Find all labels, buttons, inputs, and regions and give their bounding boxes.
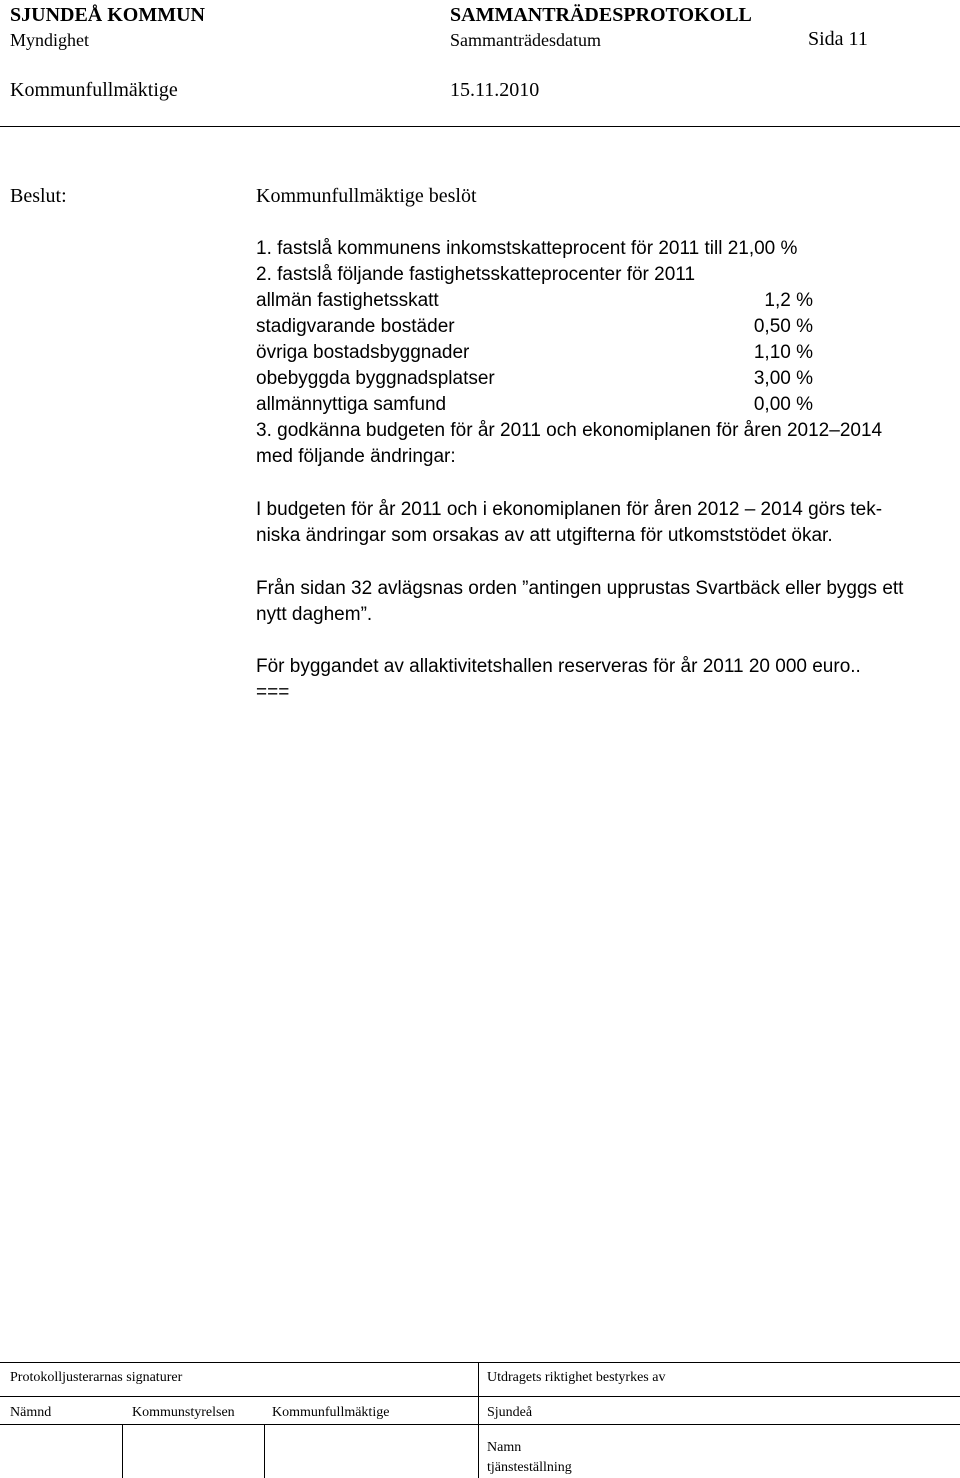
rate-value: 1,2 % xyxy=(764,290,813,311)
rate-name: obebyggda byggnadsplatser xyxy=(256,368,495,389)
body-council: Kommunfullmäktige xyxy=(272,1405,390,1420)
budget-changes-paragraph: I budgeten för år 2011 och i ekonomiplanen för åren 2012 – 2014 görs tek- xyxy=(256,499,883,520)
reservation-paragraph: För byggandet av allaktivitetshallen reserveras för år 2011 20 000 euro.. xyxy=(256,656,861,677)
signature-box-divider xyxy=(122,1424,123,1478)
authority-label: Myndighet xyxy=(10,30,89,50)
removal-paragraph: Från sidan 32 avlägsnas orden ”antingen upprustas Svartbäck eller byggs ett xyxy=(256,578,904,599)
decision-item-2: 2. fastslå följande fastighetsskatteprocenter för 2011 xyxy=(256,264,696,285)
certify-label: Utdragets riktighet bestyrkes av xyxy=(487,1370,666,1385)
decision-item-1: 1. fastslå kommunens inkomstskatteprocent för 2011 till 21,00 % xyxy=(256,238,798,259)
decision-item-3: 3. godkänna budgeten för år 2011 och ekonomiplanen för åren 2012–2014 xyxy=(256,420,883,441)
decision-item-3-cont: med följande ändringar: xyxy=(256,446,456,467)
rate-name: stadigvarande bostäder xyxy=(256,316,455,337)
name-label: Namn xyxy=(487,1440,522,1455)
budget-changes-paragraph-cont: niska ändringar som orsakas av att utgifterna för utkomststödet ökar. xyxy=(256,525,833,546)
rate-name: övriga bostadsbyggnader xyxy=(256,342,470,363)
footer-mid-rule xyxy=(0,1396,960,1397)
document-type: SAMMANTRÄDESPROTOKOLL xyxy=(450,4,752,26)
removal-paragraph-cont: nytt daghem”. xyxy=(256,604,373,625)
body-label: Nämnd xyxy=(10,1405,52,1420)
rate-value: 0,50 % xyxy=(753,316,813,337)
rate-value: 0,00 % xyxy=(753,394,813,415)
footer-lower-rule xyxy=(0,1424,960,1425)
footer-center-divider xyxy=(478,1362,479,1478)
decision-label: Beslut: xyxy=(10,185,67,207)
rate-name: allmän fastighetsskatt xyxy=(256,290,439,311)
authority-name: Kommunfullmäktige xyxy=(10,79,178,101)
signature-box-divider xyxy=(264,1424,265,1478)
date-label: Sammanträdesdatum xyxy=(450,30,601,50)
rate-value: 3,00 % xyxy=(753,368,813,389)
signatures-label: Protokolljusterarnas signaturer xyxy=(10,1370,183,1385)
page-number: Sida 11 xyxy=(808,28,868,50)
meeting-date: 15.11.2010 xyxy=(450,79,540,101)
municipality-name: SJUNDEÅ KOMMUN xyxy=(10,4,205,26)
rate-name: allmännyttiga samfund xyxy=(256,394,447,415)
decision-intro: Kommunfullmäktige beslöt xyxy=(256,185,477,207)
rate-value: 1,10 % xyxy=(753,342,813,363)
end-mark: === xyxy=(256,682,290,703)
place-name: Sjundeå xyxy=(487,1405,533,1420)
header-divider xyxy=(0,126,960,127)
footer-top-rule xyxy=(0,1362,960,1363)
title-label: tjänsteställning xyxy=(487,1460,572,1475)
body-executive-board: Kommunstyrelsen xyxy=(132,1405,235,1420)
